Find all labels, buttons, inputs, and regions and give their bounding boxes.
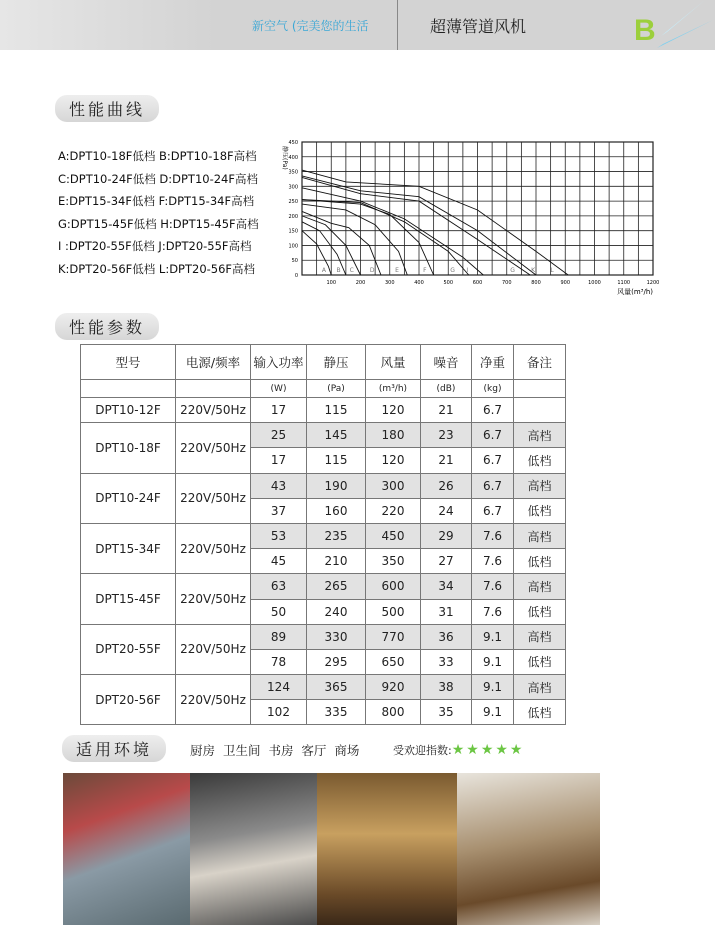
value-cell: 210: [307, 549, 366, 574]
x-tick-label: 1100: [617, 280, 631, 286]
popularity: [393, 742, 524, 758]
value-cell: 25: [251, 423, 307, 448]
value-cell: 770: [366, 624, 421, 649]
power-cell: 220V/50Hz: [176, 574, 251, 624]
legend-item: E:DPT15-34F低档 F:DPT15-34F高档: [58, 194, 255, 209]
section-title-env: 适用环境: [62, 735, 166, 762]
table-row: [81, 423, 566, 448]
value-cell: 120: [366, 448, 421, 473]
value-cell: 650: [366, 649, 421, 674]
y-tick-label: 100: [288, 243, 298, 250]
legend-item: K:DPT20-56F低档 L:DPT20-56F高档: [58, 262, 256, 276]
y-tick-label: 150: [288, 228, 298, 235]
value-cell: 330: [307, 624, 366, 649]
value-cell: 高档: [514, 675, 566, 700]
wing-logo-icon: [655, 0, 715, 50]
value-cell: 27: [421, 549, 472, 574]
value-cell: 43: [251, 473, 307, 498]
value-cell: [514, 398, 566, 423]
value-cell: 35: [421, 700, 472, 725]
photo-mall: [63, 773, 190, 925]
x-axis-title: 风量(m³/h): [617, 288, 653, 296]
model-cell: DPT15-34F: [81, 523, 176, 573]
x-tick-label: 600: [472, 280, 483, 286]
value-cell: 102: [251, 700, 307, 725]
value-cell: 220: [366, 498, 421, 523]
value-cell: 9.1: [472, 675, 514, 700]
x-tick-label: 700: [501, 280, 512, 286]
table-row: [81, 624, 566, 649]
value-cell: 350: [366, 549, 421, 574]
unit-cell: [176, 380, 251, 398]
popularity-label: 受欢迎指数:: [393, 744, 452, 757]
slogan: 新空气 (完美您的生活: [252, 19, 369, 33]
value-cell: 240: [307, 599, 366, 624]
value-cell: 38: [421, 675, 472, 700]
legend-item: G:DPT15-45F低档 H:DPT15-45F高档: [58, 216, 259, 231]
value-cell: 115: [307, 398, 366, 423]
value-cell: 120: [366, 398, 421, 423]
value-cell: 9.1: [472, 700, 514, 725]
value-cell: 6.7: [472, 423, 514, 448]
section-title-curve: 性能曲线: [55, 95, 159, 122]
unit-cell: (m³/h): [366, 380, 421, 398]
value-cell: 300: [366, 473, 421, 498]
model-cell: DPT10-12F: [81, 398, 176, 423]
value-cell: 低档: [514, 649, 566, 674]
y-tick-label: 300: [288, 184, 298, 191]
x-tick-label: 900: [560, 280, 571, 286]
value-cell: 265: [307, 574, 366, 599]
value-cell: 63: [251, 574, 307, 599]
model-cell: DPT10-18F: [81, 423, 176, 473]
slogan-left: 新空气: [252, 19, 289, 33]
unit-cell: [81, 380, 176, 398]
curve-label: G: [510, 267, 515, 274]
curve-label: F: [423, 267, 427, 274]
value-cell: 24: [421, 498, 472, 523]
value-cell: 21: [421, 398, 472, 423]
value-cell: 50: [251, 599, 307, 624]
column-header: 噪音: [421, 345, 472, 380]
value-cell: 500: [366, 599, 421, 624]
power-cell: 220V/50Hz: [176, 473, 251, 523]
model-cell: DPT20-56F: [81, 675, 176, 725]
legend-item: C:DPT10-24F低档 D:DPT10-24F高档: [58, 171, 258, 186]
curve-label: G: [450, 267, 455, 274]
value-cell: 6.7: [472, 498, 514, 523]
value-cell: 89: [251, 624, 307, 649]
table-row: [81, 398, 566, 423]
value-cell: 450: [366, 523, 421, 548]
value-cell: 190: [307, 473, 366, 498]
model-cell: DPT15-45F: [81, 574, 176, 624]
environment-list: 厨房 卫生间 书房 客厅 商场: [190, 743, 360, 758]
value-cell: 34: [421, 574, 472, 599]
value-cell: 53: [251, 523, 307, 548]
value-cell: 6.7: [472, 398, 514, 423]
x-tick-label: 400: [414, 280, 424, 286]
x-tick-label: 200: [355, 280, 366, 286]
curve-label: E: [395, 267, 399, 274]
value-cell: 78: [251, 649, 307, 674]
value-cell: 9.1: [472, 649, 514, 674]
slogan-right: 完美您的生活: [296, 19, 369, 33]
power-cell: 220V/50Hz: [176, 398, 251, 423]
value-cell: 36: [421, 624, 472, 649]
unit-cell: (Pa): [307, 380, 366, 398]
model-cell: DPT20-55F: [81, 624, 176, 674]
product-title: 超薄管道风机: [430, 17, 527, 36]
power-cell: 220V/50Hz: [176, 624, 251, 674]
value-cell: 124: [251, 675, 307, 700]
value-cell: 31: [421, 599, 472, 624]
value-cell: 低档: [514, 599, 566, 624]
value-cell: 145: [307, 423, 366, 448]
value-cell: 21: [421, 448, 472, 473]
x-tick-label: 800: [531, 280, 541, 286]
power-cell: 220V/50Hz: [176, 675, 251, 725]
table-row: [81, 574, 566, 599]
unit-cell: [514, 380, 566, 398]
value-cell: 7.6: [472, 549, 514, 574]
x-tick-label: 500: [443, 280, 454, 286]
value-cell: 低档: [514, 700, 566, 725]
photo-living-kitchen: [457, 773, 600, 925]
unit-cell: (W): [251, 380, 307, 398]
x-tick-label: 300: [384, 280, 395, 286]
curve-label: C: [349, 267, 354, 274]
photo-bathroom: [317, 773, 457, 925]
y-tick-label: 50: [291, 258, 298, 265]
value-cell: 9.1: [472, 624, 514, 649]
value-cell: 7.6: [472, 574, 514, 599]
curve-label: B: [336, 267, 341, 274]
value-cell: 17: [251, 448, 307, 473]
brand-logo: B: [634, 14, 656, 47]
column-header: 静压: [307, 345, 366, 380]
column-header: 净重: [472, 345, 514, 380]
column-header: 型号: [81, 345, 176, 380]
y-axis-title: 静压(Pa): [281, 146, 288, 170]
curve-label: I: [466, 267, 469, 274]
table-row: [81, 675, 566, 700]
curve-label: D: [369, 267, 375, 274]
value-cell: 800: [366, 700, 421, 725]
table-row: [81, 473, 566, 498]
units-row: [81, 380, 566, 398]
value-cell: 高档: [514, 473, 566, 498]
value-cell: 低档: [514, 549, 566, 574]
value-cell: 17: [251, 398, 307, 423]
value-cell: 7.6: [472, 523, 514, 548]
value-cell: 29: [421, 523, 472, 548]
value-cell: 7.6: [472, 599, 514, 624]
legend-item: I :DPT20-55F低档 J:DPT20-55F高档: [58, 239, 252, 254]
value-cell: 365: [307, 675, 366, 700]
table-header-row: [81, 345, 566, 380]
value-cell: 6.7: [472, 473, 514, 498]
value-cell: 23: [421, 423, 472, 448]
value-cell: 高档: [514, 423, 566, 448]
curve-label: K: [531, 267, 536, 274]
value-cell: 低档: [514, 448, 566, 473]
column-header: 风量: [366, 345, 421, 380]
section-title-params: 性能参数: [55, 313, 159, 340]
y-tick-label: 450: [288, 140, 298, 146]
x-tick-label: 1000: [588, 280, 601, 286]
value-cell: 295: [307, 649, 366, 674]
value-cell: 45: [251, 549, 307, 574]
value-cell: 335: [307, 700, 366, 725]
value-cell: 高档: [514, 523, 566, 548]
value-cell: 37: [251, 498, 307, 523]
y-tick-label: 0: [294, 273, 298, 279]
x-tick-label: 1200: [646, 280, 660, 286]
curve-label: A: [321, 267, 326, 274]
legend-item: A:DPT10-18F低档 B:DPT10-18F高档: [58, 149, 257, 163]
y-tick-label: 350: [288, 169, 298, 176]
value-cell: 6.7: [472, 448, 514, 473]
value-cell: 高档: [514, 624, 566, 649]
value-cell: 33: [421, 649, 472, 674]
table-row: [81, 523, 566, 548]
curve-label: L: [550, 267, 554, 274]
value-cell: 180: [366, 423, 421, 448]
value-cell: 高档: [514, 574, 566, 599]
value-cell: 600: [366, 574, 421, 599]
x-tick-label: 100: [326, 280, 337, 286]
y-tick-label: 200: [288, 213, 298, 220]
star-rating-icon: ★★★★★: [451, 742, 525, 758]
y-tick-label: 250: [288, 199, 298, 206]
value-cell: 26: [421, 473, 472, 498]
column-header: 电源/频率: [176, 345, 251, 380]
column-header: 输入功率: [251, 345, 307, 380]
model-cell: DPT10-24F: [81, 473, 176, 523]
y-tick-label: 400: [288, 154, 298, 161]
unit-cell: (kg): [472, 380, 514, 398]
power-cell: 220V/50Hz: [176, 523, 251, 573]
value-cell: 235: [307, 523, 366, 548]
photo-kitchen: [190, 773, 317, 925]
unit-cell: (dB): [421, 380, 472, 398]
value-cell: 低档: [514, 498, 566, 523]
power-cell: 220V/50Hz: [176, 423, 251, 473]
value-cell: 920: [366, 675, 421, 700]
value-cell: 160: [307, 498, 366, 523]
spec-table: [80, 344, 566, 725]
column-header: 备注: [514, 345, 566, 380]
performance-chart: [270, 135, 670, 300]
header-divider: [397, 0, 398, 50]
value-cell: 115: [307, 448, 366, 473]
